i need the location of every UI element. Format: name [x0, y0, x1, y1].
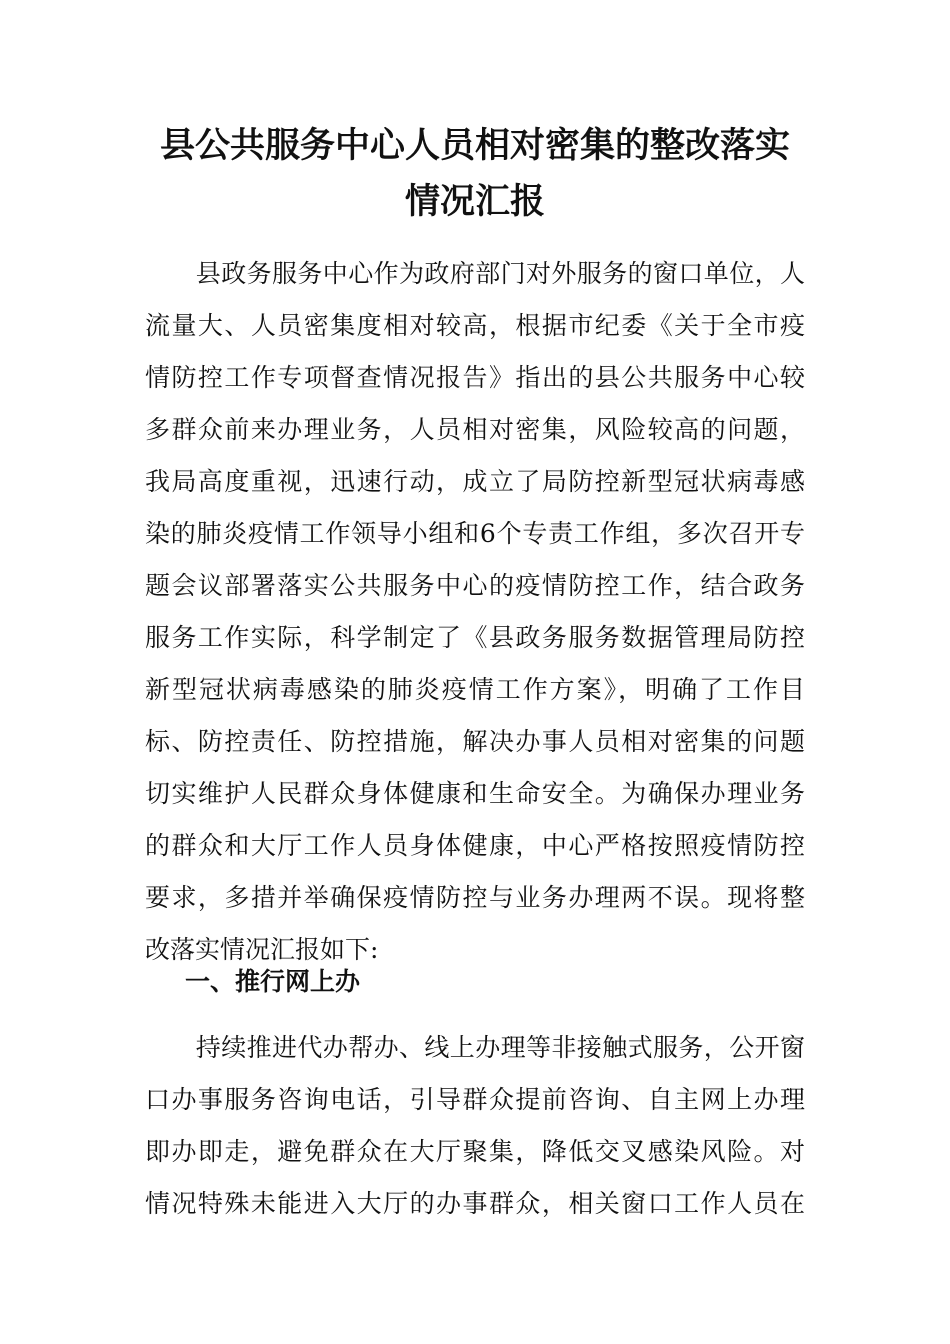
paragraph-line: 情防控工作专项督查情况报告》指出的县公共服务中心较 [145, 363, 805, 392]
paragraph-line: 口办事服务咨询电话，引导群众提前咨询、自主网上办理 [145, 1085, 805, 1114]
paragraph-line: 新型冠状病毒感染的肺炎疫情工作方案》，明确了工作目 [145, 675, 805, 704]
paragraph-line: 切实维护人民群众身体健康和生命安全。为确保办理业务 [145, 779, 805, 808]
title-line-2: 情况汇报 [404, 181, 545, 222]
paragraph-line: 改落实情况汇报如下: [145, 935, 379, 964]
paragraph-line: 即办即走，避免群众在大厅聚集，降低交叉感染风险。对 [145, 1137, 805, 1166]
paragraph-line: 情况特殊未能进入大厅的办事群众，相关窗口工作人员在 [145, 1189, 805, 1218]
paragraph-line: 持续推进代办帮办、线上办理等非接触式服务，公开窗 [145, 1033, 805, 1062]
paragraph-line: 多群众前来办理业务，人员相对密集，风险较高的问题， [145, 415, 805, 444]
paragraph-line: 染的肺炎疫情工作领导小组和6个专责工作组，多次召开专 [145, 519, 805, 548]
paragraph-line: 县政务服务中心作为政府部门对外服务的窗口单位，人 [145, 259, 805, 288]
intro-paragraph [145, 248, 805, 976]
section1-paragraph [145, 1022, 805, 1230]
title-line-1: 县公共服务中心人员相对密集的整改落实 [159, 125, 790, 166]
paragraph-line: 流量大、人员密集度相对较高，根据市纪委《关于全市疫 [145, 311, 805, 340]
paragraph-line: 题会议部署落实公共服务中心的疫情防控工作，结合政务 [145, 571, 805, 600]
paragraph-line: 我局高度重视，迅速行动，成立了局防控新型冠状病毒感 [145, 467, 805, 496]
paragraph-line: 标、防控责任、防控措施，解决办事人员相对密集的问题 [145, 727, 805, 756]
paragraph-line: 服务工作实际，科学制定了《县政务服务数据管理局防控 [145, 623, 805, 652]
section-heading-1: 一、推行网上办 [185, 967, 361, 996]
paragraph-line: 的群众和大厅工作人员身体健康，中心严格按照疫情防控 [145, 831, 805, 860]
document-title [145, 118, 805, 230]
paragraph-line: 要求，多措并举确保疫情防控与业务办理两不误。现将整 [145, 883, 805, 912]
